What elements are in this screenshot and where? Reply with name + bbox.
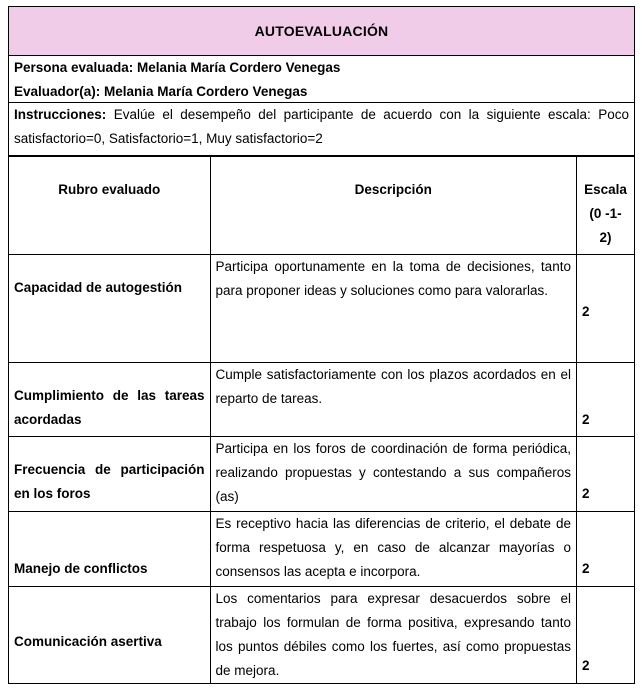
rubro-cell: Manejo de conflictos xyxy=(9,512,211,587)
escala-cell: 2 xyxy=(576,587,634,684)
header-rubro: Rubro evaluado xyxy=(9,157,211,255)
table-row xyxy=(9,363,635,437)
evaluated-person: Persona evaluada: Melania María Cordero Venegas xyxy=(14,60,341,75)
rubro-cell: Capacidad de autogestión xyxy=(9,255,211,363)
persons-block xyxy=(8,56,635,103)
rubro-cell: Cumplimiento de las tareas acordadas xyxy=(9,363,211,437)
descripcion-cell: Participa oportunamente en la toma de decisiones, tanto para proponer ideas y soluciones como para valorarlas. xyxy=(210,255,576,363)
descripcion-cell: Los comentarios para expresar desacuerdos sobre el trabajo los formulan de forma positiva, expresando tanto los puntos débiles como los fuertes, así como propuestas de mejora. xyxy=(210,587,576,684)
descripcion-cell: Cumple satisfactoriamente con los plazos acordados en el reparto de tareas. xyxy=(210,363,576,437)
descripcion-cell: Es receptivo hacia las diferencias de criterio, el debate de forma respetuosa y, en caso de alcanzar mayorías o consensos las acepta e incorpora. xyxy=(210,512,576,587)
form-title: AUTOEVALUACIÓN xyxy=(8,6,635,56)
escala-cell: 2 xyxy=(576,512,634,587)
table-row xyxy=(9,587,635,684)
descripcion-cell: Participa en los foros de coordinación de forma periódica, realizando propuestas y contestando a sus compañeros (as) xyxy=(210,437,576,512)
table-row xyxy=(9,512,635,587)
table-row xyxy=(9,437,635,512)
escala-cell: 2 xyxy=(576,363,634,437)
table-row xyxy=(9,255,635,363)
header-escala: Escala (0 -1- 2) xyxy=(576,157,634,255)
header-descripcion: Descripción xyxy=(210,157,576,255)
rubro-cell: Frecuencia de participación en los foros xyxy=(9,437,211,512)
self-evaluation-form xyxy=(8,6,635,684)
rubro-cell: Comunicación asertiva xyxy=(9,587,211,684)
instructions-label: Instrucciones: xyxy=(14,107,107,122)
rubric-table xyxy=(8,156,635,684)
table-header-row xyxy=(9,157,635,255)
escala-cell: 2 xyxy=(576,437,634,512)
instructions xyxy=(8,103,635,156)
escala-cell: 2 xyxy=(576,255,634,363)
evaluator: Evaluador(a): Melania María Cordero Venegas xyxy=(14,84,308,99)
instructions-text: Evalúe el desempeño del participante de acuerdo con la siguiente escala: Poco satisfactorio=0, Satisfactorio=1, Muy satisfactorio=2 xyxy=(14,107,629,146)
